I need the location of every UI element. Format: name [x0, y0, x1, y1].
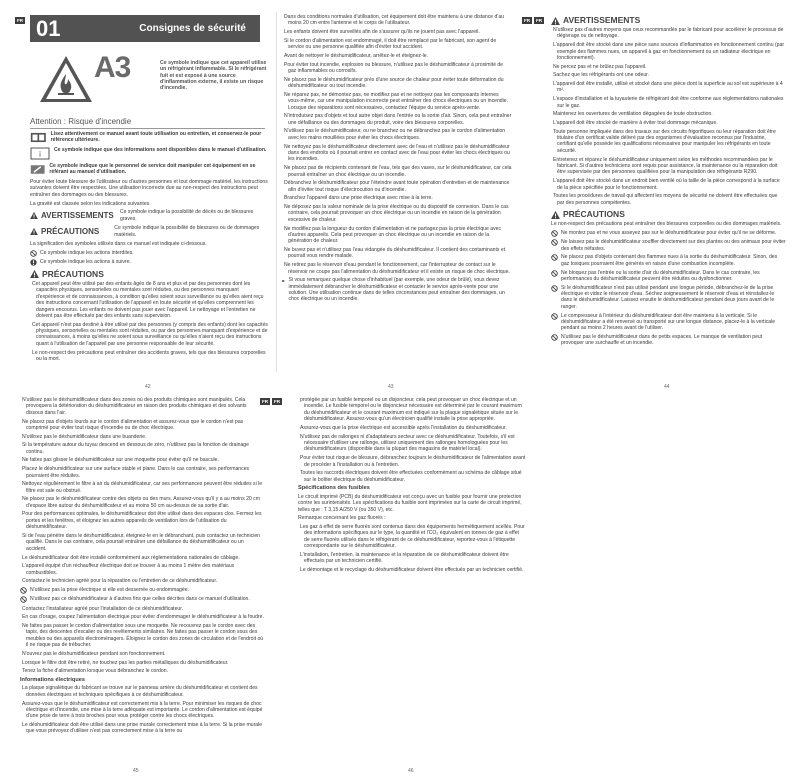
- list-item: [20, 466, 265, 479]
- page-45-list-2: [20, 606, 265, 675]
- a3-code: A3: [94, 51, 131, 84]
- list-item-text: N'utilisez pas d'autres moyens que ceux recommandés par le fabricant pour accélérer le processus de dégivrage ou de nettoyage.: [553, 27, 784, 40]
- list-item-text: Ne nettoyez pas le déshumidificateur directement avec de l'eau et n'utilisez pas le déshumidificateur dans des endroits où il pourrait entrer en contact avec de l'eau pour éviter les chocs électriques ou les incendies.: [284, 143, 510, 163]
- list-item: [551, 96, 786, 109]
- prohibited-icon: [551, 285, 558, 292]
- list-item: [20, 496, 265, 509]
- list-item: [551, 313, 786, 332]
- list-item: [20, 563, 265, 576]
- list-item: [20, 668, 265, 674]
- service-wrench-icon: [30, 163, 45, 176]
- list-item-text: Si le déshumidificateur n'est pas utilisé pendant une longue période, débranchez-le de la prise électrique et videz le réservoir d'eau. Séchez soigneusement le réservoir d'eau et réinstallez-le dans le déshumidificateur. Laissez ensuite le déshumidificateur pendant deux jours avant de le ranger.: [561, 284, 775, 310]
- list-item-text: Contactez le technicien agréé pour la réparation ou l'entretien de ce déshumidificateur.: [22, 578, 218, 585]
- list-item-text: Le déshumidificateur doit être installé conformément aux réglementations nationales de câblage.: [22, 554, 240, 561]
- fire-risk-title: Attention : Risque d'incendie: [30, 117, 132, 126]
- intro-text: Pour éviter toute blessure de l'utilisateur ou d'autres personnes et tout dommage matériel, les instructions suivantes doivent être respectées. Une utilisation incorrecte due au non-respect des instructions peut entraîner des dommages ou des blessures.: [30, 179, 268, 198]
- list-item: [20, 606, 265, 612]
- list-item: [20, 457, 265, 463]
- precautions-heading: PRÉCAUTIONS: [563, 209, 625, 220]
- mandatory-icon: [282, 277, 285, 285]
- prohibited-icon: [20, 587, 27, 594]
- list-item-text: Ne faites pas glisser le déshumidificateur sur une moquette pour éviter qu'il ne bascule.: [22, 457, 219, 464]
- info-book-icon: [30, 147, 50, 160]
- page-45-body: [20, 397, 265, 770]
- list-item: [551, 72, 786, 78]
- list-item: [20, 685, 265, 698]
- list-item-text: Pour des performances optimales, le déshumidificateur doit être utilisé dans des espaces clos. Fermez les portes et les fenêtres, et éloignez les autres appareils de ventilation lors de l'utilisation du déshumidificateur.: [22, 511, 262, 531]
- list-item: [20, 701, 265, 720]
- list-item-text: Assurez-vous que le déshumidificateur est correctement mis à la terre. Pour minimiser les risques de choc électrique et d'incendie, une mise à la terre adéquate est importante. Le cordon d'alimentation est équipé d'une prise de terre à trois broches pour vous protéger contre les chocs électriques.: [22, 700, 263, 720]
- cautions-label: PRÉCAUTIONS: [41, 227, 100, 237]
- page-44-warnings: [551, 27, 786, 206]
- list-item-text: Dans des conditions normales d'utilisation, cet équipement doit être maintenu à une distance d'au moins 20 cm entre l'antenne et le corps de l'utilisateur.: [284, 14, 504, 27]
- column-divider: [276, 12, 277, 372]
- list-item-text: N'utilisez pas le déshumidificateur dans de petits espaces. Le manque de ventilation peut provoquer une surchauffe et un incendie.: [561, 334, 763, 347]
- list-item-text: Branchez l'appareil dans une prise électrique avec mise à la terre.: [284, 195, 433, 202]
- caution-triangle-icon: [30, 228, 38, 235]
- list-item-text: Toute personne impliquée dans des travaux sur des circuits frigorifiques ou leur réparation doit être titulaire d'un certificat valide délivré par des organismes d'évaluation reconnus par l'industrie, certifiant qu'elle possède les qualifications nécessaires pour manipuler les réfrigérants en toute sécurité.: [553, 128, 776, 154]
- list-item: [298, 455, 526, 468]
- prohibited-icon: [551, 270, 558, 277]
- list-item-text: Ne placez pas d'objets lourds sur le cordon d'alimentation et assurez-vous que le cordon n'est pas comprimé pour éviter tout risque d'incendie ou de choc électrique.: [22, 418, 244, 431]
- list-item: [282, 14, 512, 27]
- page-46-list: [298, 397, 526, 483]
- list-item: [20, 511, 265, 530]
- list-item-text: protégée par un fusible temporel ou un disjoncteur, cela peut provoquer un choc électrique et un incendie. Le fusible temporel ou le disjoncteur nécessaire est déterminé par le courant maximum du déshumidificateur et le courant maximum est indiqué sur la plaque signalétique située sur le déshumidificateur. Assurez-vous qu'un électricien qualifié installe la prise appropriée.: [300, 397, 522, 423]
- precaution-text-1: Cet appareil peut être utilisé par des enfants âgés de 8 ans et plus et par des personnes dont les capacités physiques, sensorielles ou mentales sont réduites, ou des personnes manquant d'expérience et de connaissances, à condition qu'elles soient sous surveillance ou qu'elles aient reçu des instructions concernant l'utilisation de l'appareil en toute sécurité et qu'elles comprennent les dangers encourus. Les enfants ne doivent pas jouer avec l'appareil. Le nettoyage et l'entretien ne doivent pas être effectués par des enfants sans supervision.: [32, 280, 264, 319]
- fuse-spec-heading: Spécifications des fusibles: [298, 485, 370, 492]
- list-item-text: Les enfants doivent être surveillés afin de s'assurer qu'ils ne jouent pas avec l'appareil.: [284, 29, 480, 36]
- precaution-text-3: Le non-respect des précautions peut entraîner des accidents graves, tels que des blessures corporelles ou la mort.: [32, 349, 266, 362]
- precautions-heading: PRÉCAUTIONS: [42, 268, 104, 279]
- list-item: [20, 578, 265, 584]
- page-number: 43: [388, 384, 394, 390]
- list-item: [282, 128, 512, 141]
- warnings-label: AVERTISSEMENTS: [41, 211, 114, 221]
- page-45-list: [20, 397, 265, 585]
- list-item-text: Ne retirez pas le réservoir d'eau pendant le fonctionnement, car l'interrupteur de contact sur le réservoir ne coupe pas l'alimentation du déshumidificateur et il existe un risque de choc électrique.: [284, 262, 510, 275]
- warnings-description: Ce symbole indique la possibilité de décès ou de blessures graves.: [119, 209, 254, 222]
- unusual-smell-note: Si vous remarquez quelque chose d'inhabituel (par exemple, une odeur de brûlé), vous devez immédiatement débrancher le déshumidificateur et contacter le service après-vente pour une solution. Une utilisation continue dans de telles circonstances peut entraîner des dommages, un choc électrique ou un incendie.: [288, 277, 505, 303]
- list-item: [298, 524, 526, 550]
- list-item: [551, 27, 786, 40]
- list-item: [282, 77, 512, 90]
- page-46-fgas: [298, 524, 526, 573]
- list-item: [551, 178, 786, 191]
- fuse-spec-text: Le circuit imprimé (PCB) du déshumidificateur est conçu avec un fusible pour fournir une protection contre les surintensités. Les spécifications du fusible sont imprimées sur la carte de circuit imprimé, telles que : T 3,15 A/250 V (ou 350 V), etc.: [298, 493, 522, 513]
- prohibited-symbol-text: Ce symbole indique les actions interdites.: [40, 250, 134, 257]
- prohibited-icon: [551, 254, 558, 261]
- list-item: [20, 397, 265, 416]
- list-item-text: Ne placez pas le déshumidificateur près d'une source de chaleur pour éviter toute déformation du déshumidificateur ou tout incendie.: [284, 76, 504, 90]
- list-item: [282, 204, 512, 223]
- list-item-text: L'espace d'installation et la tuyauterie de réfrigérant doit être conforme aux réglementations nationales sur le gaz.: [553, 96, 784, 109]
- section-header: [30, 15, 260, 42]
- list-item: [551, 270, 786, 283]
- page-45-prohibited: [20, 587, 265, 603]
- list-item: [282, 53, 512, 59]
- list-item: [282, 262, 512, 275]
- list-item-text: Placez le déshumidificateur sur une surface stable et plane. Dans le cas contraire, ses performances pourraient être réduites.: [22, 466, 250, 479]
- list-item: [20, 722, 265, 735]
- list-item-text: Ne buvez pas et n'utilisez pas l'eau vidangée du déshumidificateur. Il contient des contaminants et pourrait vous rendre malade.: [284, 247, 506, 260]
- list-item: [298, 470, 526, 483]
- svg-text:i: i: [39, 150, 41, 159]
- list-item: [20, 623, 265, 649]
- list-item-text: En cas d'orage, coupez l'alimentation électrique pour éviter d'endommager le déshumidificateur à la foudre.: [22, 614, 264, 621]
- electrical-info-heading: Informations électriques: [20, 677, 85, 684]
- page-44-precautions: [551, 230, 786, 347]
- list-item-text: Assurez-vous que la prise électrique est accessible après l'installation du déshumidificateur.: [300, 424, 507, 431]
- service-symbol-text: Ce symbole indique que le personnel de service doit manipuler cet équipement en se référant au manuel d'utilisation.: [49, 163, 256, 176]
- lang-tag: FR: [274, 399, 281, 404]
- list-item-text: Le déshumidificateur doit être utilisé dans une prise murale correctement mise à la terre. Si la prise murale que vous prévoyez d'utiliser n'est pas correctement mise à la terre ou: [22, 722, 263, 735]
- list-item: [20, 555, 265, 561]
- list-item-text: L'appareil équipé d'un réchauffeur électrique doit se trouver à au moins 1 mètre des matériaux combustibles.: [22, 563, 235, 576]
- list-item: [282, 113, 512, 126]
- page-number: 46: [408, 768, 414, 774]
- list-item-text: Le démontage et le recyclage du déshumidificateur doivent être effectués par un technicien certifié.: [300, 567, 524, 574]
- list-item: [20, 533, 265, 552]
- list-item: [282, 92, 512, 111]
- list-item: [551, 239, 786, 252]
- list-item: [298, 567, 526, 573]
- list-item-text: Ne faites pas passer le cordon d'alimentation sous une moquette. Ne recouvrez pas le cordon avec des tapis, des descentes d'escalier ou des revêtements similaires. Ne faites pas passer le cordon sous des meubles ou des appareils électroménagers. Éloignez le cordon des zones de circulation et de l'endroit où il ne risque pas de trébucher.: [22, 623, 264, 649]
- list-item-text: L'installation, l'entretien, la maintenance et la réparation de ce déshumidificateur doivent être effectués par un technicien certifié.: [300, 551, 509, 565]
- list-item-text: N'introduisez pas d'objets et tout autre objet dans l'entrée ou la sortie d'air. Sinon, cela peut entraîner une défaillance ou des dommages du produit, voire des blessures corporelles.: [284, 113, 512, 126]
- page-number: 45: [133, 768, 139, 774]
- list-item: [551, 129, 786, 155]
- list-item: [20, 660, 265, 666]
- list-item-text: L'appareil doit être stocké dans un endroit bien ventilé où la taille de la pièce correspond à la surface de la pièce spécifiée pour le fonctionnement.: [553, 178, 780, 191]
- prohibited-icon: [551, 334, 558, 341]
- list-item: [20, 434, 265, 440]
- page-43-list: [282, 14, 512, 275]
- list-item-text: Avant de nettoyer le déshumidificateur, arrêtez-le et éteignez-le.: [284, 52, 429, 59]
- gravity-text: La gravité est classée selon les indications suivantes.: [30, 200, 151, 207]
- precautions-intro: Le non-respect des précautions peut entraîner des blessures corporelles ou des dommages matériels.: [551, 221, 782, 228]
- precautions-triangle-icon: [30, 270, 39, 278]
- list-item-text: Ne modifiez pas la longueur du cordon d'alimentation et ne partagez pas la prise électrique avec d'autres appareils. Cela peut provoquer un choc électrique ou un incendie en raison de la génération de chaleur.: [284, 225, 502, 245]
- list-item: [298, 434, 526, 453]
- list-item-text: Pour éviter tout risque de blessure, débranchez toujours le déshumidificateur de l'alimentation avant de procéder à l'installation ou à l'entretien.: [300, 455, 526, 468]
- list-item: [20, 481, 265, 494]
- list-item: [282, 247, 512, 260]
- list-item: [20, 596, 265, 603]
- lang-tag: FR: [536, 18, 543, 23]
- list-item-text: Si la température autour du tuyau descend en dessous de zéro, n'utilisez pas la fonction de drainage continu.: [22, 442, 249, 455]
- caution-triangle-icon: [551, 211, 560, 219]
- list-item: [282, 29, 512, 35]
- list-item: [551, 254, 786, 267]
- divider: [30, 128, 265, 129]
- list-item-text: Ne déposez pas la valeur nominale de la prise électrique ou du dispositif de connexion. Dans le cas contraire, cela pourrait provoquer un choc électrique ou un incendie en raison de la génération excessive de chaleur.: [284, 204, 509, 223]
- prohibited-icon: [20, 596, 27, 603]
- list-item-text: Tenez la fiche d'alimentation lorsque vous débranchez le cordon.: [22, 668, 168, 675]
- list-item: [298, 397, 526, 423]
- manual-book-icon: [30, 131, 47, 144]
- list-item: [551, 157, 786, 176]
- page-number: 44: [664, 384, 670, 390]
- list-item: [551, 111, 786, 117]
- precaution-text-2: Cet appareil n'est pas destiné à être utilisé par des personnes (y compris des enfants) dont les capacités physiques, sensorielles ou mentales sont réduites, ou par des personnes manquant d'expérience et de connaissances, à moins qu'elles ne soient sous surveillance ou qu'elles n'aient reçu des instructions quant à l'utilisation de l'appareil par une personne responsable de leur sécurité.: [32, 321, 268, 347]
- list-item-text: Contactez l'installateur agréé pour l'installation de ce déshumidificateur.: [22, 605, 184, 612]
- symbol-meaning-text: La signification des symboles utilisés dans ce manuel est indiquée ci-dessous.: [30, 241, 207, 248]
- list-item: [282, 38, 512, 51]
- list-item: [282, 144, 512, 163]
- page-43-body: [282, 14, 512, 372]
- list-item-text: Ne placez pas d'objets contenant des flammes nues à la sortie du déshumidificateur. Sinon, des gaz toxiques pourraient être générés en raison d'une combustion incomplète.: [561, 254, 778, 267]
- list-item-text: Débranchez le déshumidificateur pour l'éteindre avant toute opération d'entretien et de maintenance afin d'éviter tout risque d'électrocution ou d'incendie.: [284, 180, 510, 193]
- list-item: [282, 226, 512, 245]
- list-item-text: Ne montez pas et ne vous asseyez pas sur le déshumidificateur pour éviter qu'il ne se déforme.: [561, 230, 777, 237]
- list-item-text: L'appareil doit être installé, utilisé et stocké dans une pièce dont la superficie au sol est supérieure à 4 m².: [553, 81, 783, 94]
- list-item: [551, 285, 786, 311]
- list-item-text: Ne percez pas et ne brûlez pas l'appareil.: [553, 63, 647, 70]
- page-44-body: [551, 14, 786, 372]
- list-item-text: L'appareil doit être stocké de manière à éviter tout dommage mécanique.: [553, 119, 718, 126]
- list-item: [551, 193, 786, 206]
- list-item: [551, 334, 786, 347]
- page-number: 42: [145, 384, 151, 390]
- lang-tag: FR: [524, 18, 531, 23]
- list-item-text: Si de l'eau pénètre dans le déshumidificateur, éteignez-le en le débranchant, puis contactez un technicien qualifié. Dans le cas contraire, cela pourrait entraîner une défaillance du déshumidificateur ou un accident.: [22, 532, 260, 552]
- page-42-body: [30, 131, 268, 371]
- list-item-text: Les gaz à effet de serre fluorés sont contenus dans des équipements hermétiquement scellés. Pour des informations spécifiques sur le type, la quantité et l'CO₂ équivalent en tonnes de gaz à effet de serre fluorés utilisés dans le réfrigérant de ce déshumidificateur, reportez-vous à l'étiquette correspondante sur le déshumidificateur.: [300, 523, 525, 550]
- flammable-warning-icon: [38, 54, 94, 104]
- prohibited-icon: [551, 239, 558, 246]
- mandatory-icon: [30, 259, 37, 266]
- list-item: [20, 587, 265, 594]
- list-item: [551, 81, 786, 94]
- list-item-text: Ne laissez pas le déshumidificateur souffler directement sur des plantes ou des animaux pour éviter des effets néfastes.: [561, 239, 786, 252]
- list-item-text: La plaque signalétique du fabricant se trouve sur le panneau arrière du déshumidificateur et contient des données électriques et techniques spécifiques à ce déshumidificateur.: [22, 685, 258, 698]
- list-item-text: N'utilisez pas le déshumidificateur, ou ne branchez ou ne débranchez pas le cordon d'alimentation avec les mains mouillées pour éviter les chocs électriques.: [284, 128, 506, 141]
- list-item-text: Ne placez pas le déshumidificateur contre des objets ou des murs. Assurez-vous qu'il y a au moins 20 cm d'espace libre autour du déshumidificateur et au moins 50 cm au-dessus de sa sortie d'air.: [22, 496, 260, 509]
- lang-tag: FR: [262, 399, 269, 404]
- list-item: [551, 64, 786, 70]
- list-item-text: N'utilisez pas le déshumidificateur dans des zones où des produits chimiques sont manipulés. Cela provoquera la détérioration du déshumidificateur en raison des produits chimiques et des solvants dissous dans l'air.: [22, 397, 247, 416]
- list-item-text: N'utilisez pas le déshumidificateur dans une buanderie.: [22, 433, 147, 440]
- list-item: [20, 419, 265, 432]
- list-item: [20, 614, 265, 620]
- list-item: [282, 165, 512, 178]
- list-item: [551, 120, 786, 126]
- list-item-text: Toutes les raccords électriques doivent être effectuées conformément au schéma de câblage situé sur le boîtier électrique du déshumidificateur.: [300, 470, 522, 483]
- page-46-body: [298, 397, 526, 597]
- list-item-text: Pour éviter tout incendie, explosion ou blessure, n'utilisez pas le déshumidificateur à proximité de gaz inflammables ou corrosifs.: [284, 61, 503, 75]
- manual-symbol-text: Lisez attentivement ce manuel avant toute utilisation ou entretien, et conservez-le pour référence ultérieure.: [50, 131, 262, 144]
- warnings-heading: AVERTISSEMENTS: [563, 15, 641, 25]
- list-item: [20, 651, 265, 657]
- list-item-text: Ne réparez pas, ne démontez pas, ne modifiez pas et ne nettoyez pas les composants internes vous-même, car une manipulation incorrecte peut entraîner des chocs électriques ou un incendie. Lorsque des réparations sont nécessaires, contactez l'équipe du service après-vente.: [284, 91, 509, 111]
- list-item: [298, 552, 526, 565]
- page-45-electrical: [20, 685, 265, 734]
- prohibited-icon: [30, 250, 37, 257]
- list-item-text: Ne placez pas de récipients contenant de l'eau, tels que des vases, sur le déshumidificateur, car cela pourrait entraîner un choc électrique ou un incendie.: [284, 165, 512, 178]
- section-number: 01: [36, 16, 61, 41]
- list-item-text: Maintenez les ouvertures de ventilation dégagées de toute obstruction.: [553, 111, 713, 118]
- list-item-text: N'utilisez pas ce déshumidificateur à d'autres fins que celles décrites dans ce manuel d'utilisation.: [30, 596, 250, 603]
- list-item: [551, 230, 786, 237]
- list-item-text: Toutes les procédures de travail qui affectent les moyens de sécurité ne doivent être effectuées que par des personnes compétentes.: [553, 193, 778, 206]
- mandatory-symbol-text: Ce symbole indique les actions à suivre.: [40, 259, 131, 266]
- list-item: [551, 42, 786, 61]
- list-item-text: L'appareil doit être stocké dans une pièce sans sources d'inflammation en fonctionnement continu (par exemple des flammes nues, un appareil à gaz en fonctionnement ou un radiateur électrique en fonctionnement).: [553, 42, 785, 61]
- list-item: [282, 62, 512, 75]
- list-item-text: Ne bloquez pas l'entrée ou la sortie d'air du déshumidificateur. Dans le cas contraire, les performances du déshumidificateur peuvent être réduites ou dysfonctionner.: [561, 269, 760, 282]
- list-item: [282, 180, 512, 193]
- list-item: [282, 195, 512, 201]
- list-item-text: Lorsque le filtre doit être retiré, ne touchez pas les parties métalliques du déshumidificateur.: [22, 659, 229, 666]
- cautions-description: Ce symbole indique la possibilité de blessures ou de dommages matériels.: [114, 225, 260, 238]
- list-item-text: N'utilisez pas la prise électrique si elle est desserrée ou endommagée.: [30, 587, 189, 594]
- list-item-text: N'ouvrez pas le déshumidificateur pendant son fonctionnement.: [22, 650, 166, 657]
- list-item-text: N'utilisez pas de rallonges ni d'adaptateurs secteur avec ce déshumidificateur. Toutefois, s'il est nécessaire d'utiliser une rallonge, utilisez uniquement des rallonges homologuées pour les déshumidificateurs (disponible dans la plupart des magasins de matériel local).: [300, 433, 515, 453]
- prohibited-icon: [551, 313, 558, 320]
- info-symbol-text: Ce symbole indique que des informations sont disponibles dans le manuel d'utilisation.: [54, 147, 267, 153]
- prohibited-icon: [551, 230, 558, 237]
- list-item-text: Sachez que les réfrigérants ont une odeur.: [553, 72, 649, 79]
- section-title: Consignes de sécurité: [139, 23, 246, 34]
- warning-triangle-icon: [551, 17, 560, 25]
- a3-description: Ce symbole indique que cet appareil utilise un réfrigérant inflammable. Si le réfrigérant fuit et est exposé à une source d'inflammation externe, il existe un risque d'incendie.: [160, 60, 267, 92]
- list-item: [20, 442, 265, 455]
- warning-triangle-icon: [30, 212, 38, 219]
- list-item-text: Nettoyez régulièrement le filtre à air du déshumidificateur, car ses performances peuvent être réduites si le filtre est sale ou obstrué.: [22, 481, 263, 494]
- list-item-text: Le compresseur à l'intérieur du déshumidificateur doit être maintenu à la verticale. Si le déshumidificateur a été renversé ou transporté sur une longue distance, placez-le à la verticale pendant au moins 2 heures avant de l'utiliser.: [561, 312, 776, 332]
- fgas-heading: Remarque concernant les gaz fluorés :: [298, 515, 386, 522]
- list-item-text: Si le cordon d'alimentation est endommagé, il doit être remplacé par le fabricant, son agent de service ou une personne qualifiée afin d'éviter tout accident.: [284, 37, 497, 51]
- list-item-text: Entretenez et réparez le déshumidificateur uniquement selon les méthodes recommandées par le fabricant. Si d'autres techniciens sont requis pour assistance, la maintenance ou la réparation doit être supervisée par des personnes qualifiées pour la manipulation des réfrigérants R290.: [553, 156, 778, 176]
- list-item: [298, 425, 526, 431]
- lang-tag: FR: [17, 18, 24, 23]
